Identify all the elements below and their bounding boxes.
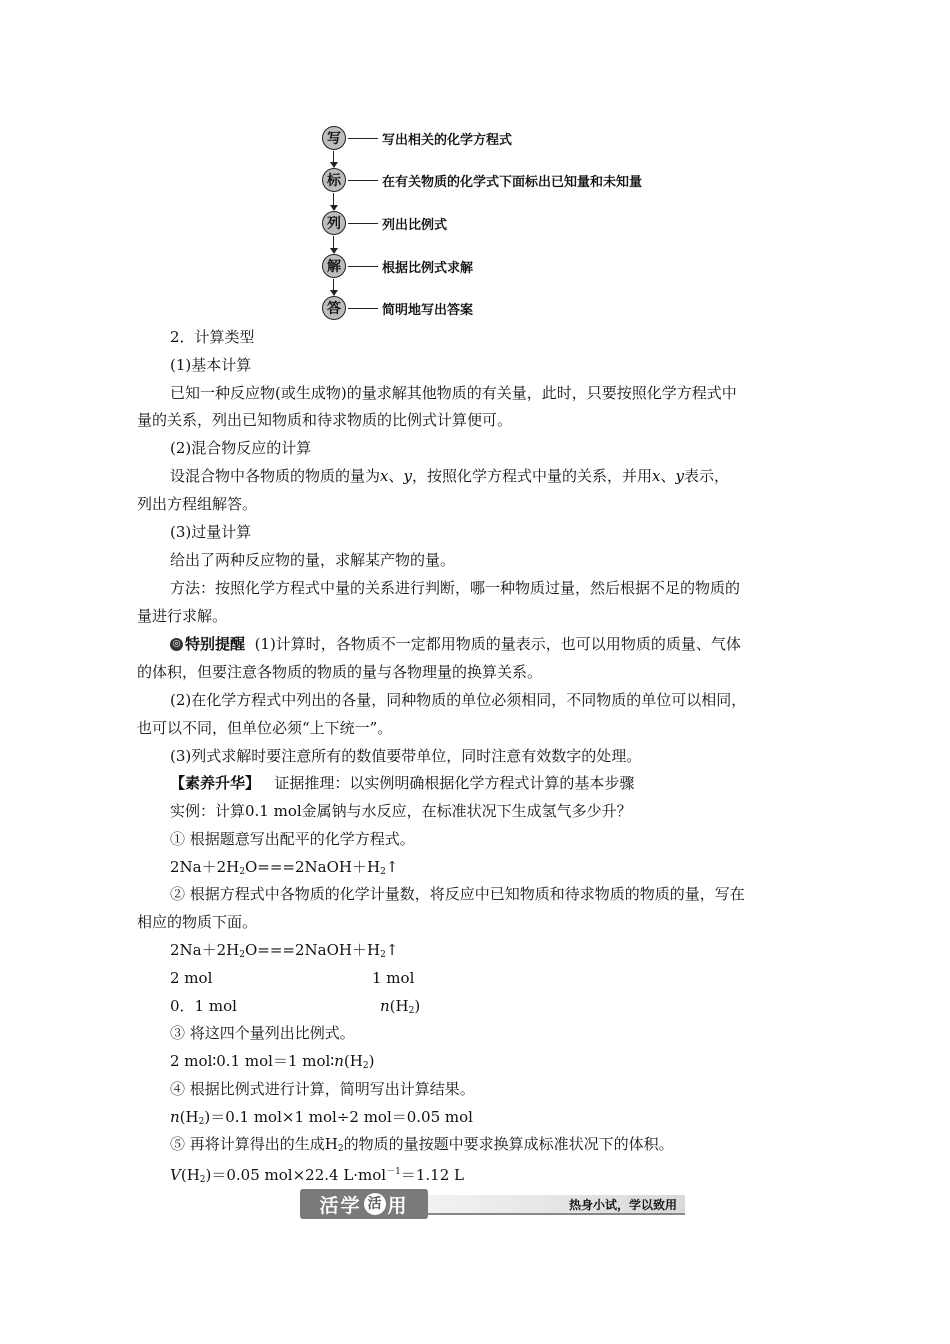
connector-line [348,308,378,309]
step-line: ② 根据方程式中各物质的化学计量数，将反应中已知物质和待求物质的物质的量，写在 [170,885,745,903]
banner-subtitle-bar [428,1195,685,1215]
quantity-right: $n(H_2)$ [380,997,421,1016]
step-node-answer: 答 [322,296,346,320]
paragraph-line: 量进行求解。 [137,607,228,625]
subheading-excess: (3)过量计算 [170,523,252,541]
step-text-answer: 简明地写出答案 [382,303,474,318]
down-arrow-icon [333,193,334,209]
paragraph-line: 相应的物质下面。 [137,913,258,931]
smile-icon: ◎ [170,638,183,651]
volume-line: $V(H_2)=0.05$ mol×22.4 L·mol$^{-1}$＝1.12 L [170,1166,464,1185]
subheading-basic: (1)基本计算 [170,356,252,374]
paragraph-line: 的体积，但要注意各物质的物质的量与各物理量的换算关系。 [137,663,543,681]
quantity-left: 2 mol [170,969,213,987]
paragraph-line: 也可以不同，但单位必须“上下统一”。 [137,719,393,737]
equation-line: $2Na+2H_2O===2NaOH+H_2↑$ [170,858,399,877]
down-arrow-icon [333,279,334,294]
step-text-list: 列出比例式 [382,218,448,233]
quantity-left: 0．1 mol [170,997,237,1015]
connector-line [348,138,378,139]
paragraph-line: 列出方程组解答。 [137,495,258,513]
step-line: ① 根据题意写出配平的化学方程式。 [170,830,415,848]
connector-line [348,266,378,267]
step-node-write: 写 [322,126,346,150]
literacy-heading: 【素养升华】 证据推理：以实例明确根据化学方程式计算的基本步骤 [170,774,635,792]
paragraph-line: 方法：按照化学方程式中量的关系进行判断，哪一种物质过量，然后根据不足的物质的 [170,579,741,597]
paragraph-line: 量的关系，列出已知物质和待求物质的比例式计算便可。 [137,411,513,429]
step-text-mark: 在有关物质的化学式下面标出已知量和未知量 [382,175,643,190]
paragraph-line: (2)在化学方程式中列出的各量，同种物质的单位必须相同，不同物质的单位可以相同， [170,691,747,709]
section-heading: 2．计算类型 [170,328,255,346]
paragraph-line: 给出了两种反应物的量，求解某产物的量。 [170,551,456,569]
example-line: 实例：计算0.1 mol金属钠与水反应，在标准状况下生成氢气多少升？ [170,802,632,820]
down-arrow-icon [333,151,334,166]
calculation-steps-flowchart [322,122,702,327]
step-text-write: 写出相关的化学方程式 [382,133,513,148]
calc-line: $n(H_2)=0.1$ mol×1 mol÷2 mol＝0.05 mol [170,1108,473,1127]
paragraph-line: 设混合物中各物质的物质的量为x、y，按照化学方程式中量的关系，并用x、y表示， [170,467,729,485]
step-node-mark: 标 [322,168,346,192]
step-node-solve: 解 [322,254,346,278]
down-arrow-icon [333,236,334,252]
reminder-badge: ◎ 特别提醒 [170,635,245,653]
connector-line [348,223,378,224]
subheading-mixture: (2)混合物反应的计算 [170,439,312,457]
banner-subtitle: 热身小试，学以致用 [568,1198,677,1212]
banner-title: 活学 活 用 [300,1189,428,1219]
ratio-line: 2 mol∶0.1 mol＝1 $mol∶n(H_2)$ [170,1052,375,1071]
practice-banner [300,1189,685,1219]
step-text-solve: 根据比例式求解 [382,261,474,276]
paragraph-line: (3)列式求解时要注意所有的数值要带单位，同时注意有效数字的处理。 [170,747,642,765]
reminder-line: ◎ 特别提醒 (1)计算时，各物质不一定都用物质的量表示，也可以用物质的质量、气体 [170,634,741,654]
step-line: ③ 将这四个量列出比例式。 [170,1024,355,1042]
equation-line: $2Na+2H_2O===2NaOH+H_2↑$ [170,941,399,960]
step-line: ④ 根据比例式进行计算，简明写出计算结果。 [170,1080,475,1098]
connector-line [348,180,378,181]
banner-highlight-char: 活 [364,1193,386,1215]
paragraph-line: 已知一种反应物(或生成物)的量求解其他物质的有关量，此时，只要按照化学方程式中 [170,384,737,402]
quantity-right: 1 mol [372,969,415,987]
step-line: ⑤ 再将计算得出的生成$H_2$的物质的量按题中要求换算成标准状况下的体积。 [170,1135,674,1154]
step-node-list: 列 [322,211,346,235]
